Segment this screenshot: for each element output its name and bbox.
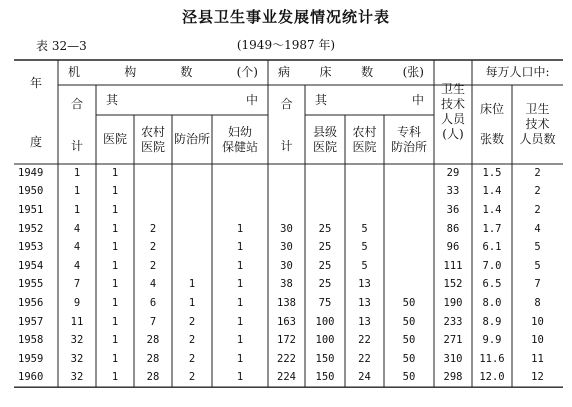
table-cell: 1 — [73, 203, 81, 216]
year-cell: 1960 — [18, 371, 44, 384]
table-cell: 2 — [188, 315, 196, 328]
table-cell: 1.7 — [482, 222, 502, 235]
table-cell: 12.0 — [479, 371, 505, 384]
table-cell: 2 — [188, 334, 196, 347]
beds-sub-header: 专科 防治所 — [390, 124, 427, 154]
table-cell — [384, 257, 434, 276]
table-cell: 24 — [358, 371, 371, 384]
table-cell: 2 — [534, 203, 541, 216]
table-cell: 4 — [149, 278, 157, 291]
table-cell — [172, 183, 212, 202]
table-cell: 50 — [402, 315, 416, 328]
table-cell: 9.9 — [482, 334, 502, 347]
table-cell: 1 — [236, 241, 244, 254]
table-cell — [134, 164, 172, 183]
table-cell: 28 — [146, 371, 160, 384]
table-cell — [384, 164, 434, 183]
table-cell: 50 — [402, 352, 416, 365]
table-cell: 28 — [146, 334, 160, 347]
table-cell — [172, 257, 212, 276]
year-header-bottom: 度 — [29, 134, 42, 149]
table-cell — [345, 201, 384, 220]
table-cell: 1 — [236, 296, 244, 309]
table-cell: 4 — [73, 259, 81, 272]
per10k-header: 每万人口中: — [485, 65, 550, 79]
table-cell: 5 — [361, 241, 368, 254]
table-cell: 32 — [70, 334, 84, 347]
table-cell: 22 — [358, 352, 371, 365]
table-cell: 9 — [73, 296, 81, 309]
table-cell: 1 — [73, 166, 81, 179]
table-cell: 6 — [149, 296, 157, 309]
table-cell: 25 — [318, 241, 332, 254]
table-cell — [384, 238, 434, 257]
table-cell: 25 — [318, 259, 332, 272]
table-cell: 1 — [236, 334, 244, 347]
table-title: 泾县卫生事业发展情况统计表 — [181, 8, 390, 26]
table-cell: 150 — [315, 371, 335, 384]
table-cell: 1.5 — [482, 166, 502, 179]
beds-total-header-bottom: 计 — [280, 138, 293, 153]
beds-header-part: (张) — [402, 65, 424, 79]
institutions-header-part: 数 — [180, 65, 193, 79]
table-cell — [305, 183, 345, 202]
staff-header: 卫生 技术 人员 (人) — [440, 82, 465, 141]
table-cell — [384, 276, 434, 295]
table-cell: 6.5 — [482, 278, 502, 291]
table-cell: 1 — [111, 185, 119, 198]
table-cell — [172, 164, 212, 183]
year-cell: 1959 — [18, 352, 44, 365]
table-cell: 50 — [402, 296, 416, 309]
table-cell: 8.9 — [482, 315, 502, 328]
table-cell: 1 — [111, 296, 119, 309]
table-cell: 10 — [531, 315, 544, 328]
year-cell: 1953 — [18, 241, 44, 254]
table-cell — [172, 220, 212, 239]
table-cell — [345, 183, 384, 202]
table-cell: 75 — [318, 296, 332, 309]
table-cell: 1 — [236, 352, 244, 365]
table-cell: 28 — [146, 352, 160, 365]
institutions-header-part: (个) — [236, 65, 258, 79]
table-cell: 2 — [534, 185, 541, 198]
table-cell: 271 — [443, 334, 463, 347]
beds-sub-header: 县级 医院 — [312, 124, 337, 154]
table-cell: 1 — [111, 259, 119, 272]
table-cell — [134, 201, 172, 220]
beds-among-header-part: 其 — [315, 92, 328, 107]
year-cell: 1951 — [18, 203, 44, 216]
table-cell — [212, 183, 268, 202]
table-cell: 11.6 — [479, 352, 505, 365]
table-period: (1949～1987 年) — [236, 38, 336, 52]
table-cell: 1 — [236, 371, 244, 384]
beds-header-part: 病 — [278, 65, 291, 79]
table-cell: 11 — [531, 352, 544, 365]
inst-total-header-top: 合 — [70, 96, 83, 111]
inst-sub-header: 医院 — [102, 132, 127, 146]
table-cell: 29 — [446, 166, 460, 179]
table-cell: 5 — [534, 259, 541, 272]
table-cell: 13 — [358, 315, 371, 328]
table-cell: 50 — [402, 334, 416, 347]
table-cell — [345, 164, 384, 183]
table-cell: 2 — [149, 241, 157, 254]
table-cell: 30 — [280, 241, 293, 254]
table-cell — [305, 164, 345, 183]
table-cell: 96 — [446, 241, 460, 254]
table-cell: 2 — [149, 259, 157, 272]
table-cell: 36 — [446, 203, 460, 216]
table-cell: 100 — [315, 315, 335, 328]
table-cell — [384, 201, 434, 220]
table-cell: 222 — [277, 352, 296, 365]
table-cell: 1 — [236, 259, 244, 272]
beds-header — [268, 60, 434, 85]
table-cell: 1 — [236, 315, 244, 328]
table-cell: 13 — [358, 296, 371, 309]
table-cell: 2 — [188, 352, 196, 365]
table-cell: 1 — [236, 222, 244, 235]
institutions-header-part: 构 — [124, 65, 137, 79]
table-cell: 190 — [443, 296, 463, 309]
table-cell: 1 — [111, 315, 119, 328]
table-cell: 1 — [111, 203, 119, 216]
table-cell: 1 — [111, 241, 119, 254]
table-cell: 32 — [70, 352, 84, 365]
table-cell: 7 — [534, 278, 541, 291]
beds-sub-header: 农村 医院 — [352, 124, 377, 154]
beds-header-part: 床 — [319, 65, 332, 79]
table-cell: 4 — [534, 222, 541, 235]
table-cell: 7.0 — [482, 259, 502, 272]
table-cell: 32 — [70, 371, 84, 384]
table-cell — [305, 201, 345, 220]
table-cell: 1 — [111, 278, 119, 291]
table-cell: 12 — [531, 371, 544, 384]
table-cell: 111 — [443, 259, 463, 272]
table-cell: 50 — [402, 371, 416, 384]
table-cell: 7 — [73, 278, 81, 291]
table-cell: 86 — [446, 222, 460, 235]
year-cell: 1949 — [18, 166, 44, 179]
beds-among-header-part: 中 — [411, 92, 424, 107]
table-cell: 8 — [534, 296, 541, 309]
year-cell: 1955 — [18, 278, 44, 291]
inst-sub-header: 农村 医院 — [140, 124, 165, 154]
table-cell — [268, 201, 305, 220]
table-cell: 1 — [188, 278, 196, 291]
table-cell — [212, 164, 268, 183]
table-cell: 1 — [111, 371, 119, 384]
table-cell — [384, 183, 434, 202]
table-number: 表 32—3 — [36, 39, 87, 53]
table-cell: 5 — [361, 259, 368, 272]
table-cell: 25 — [318, 278, 332, 291]
table-cell: 1.4 — [482, 185, 502, 198]
table-cell: 233 — [443, 315, 463, 328]
table-cell: 10 — [531, 334, 544, 347]
table-cell: 38 — [280, 278, 293, 291]
inst-among-header — [96, 85, 268, 115]
year-cell: 1957 — [18, 315, 44, 328]
table-cell — [268, 164, 305, 183]
table-cell: 30 — [280, 222, 293, 235]
table-cell: 1 — [236, 278, 244, 291]
inst-sub-header: 妇幼 保健站 — [221, 124, 258, 154]
institutions-header — [58, 60, 268, 85]
table-cell: 2 — [188, 371, 196, 384]
table-cell — [212, 201, 268, 220]
table-cell: 224 — [277, 371, 296, 384]
table-cell: 13 — [358, 278, 371, 291]
table-cell: 163 — [277, 315, 296, 328]
table-cell: 5 — [361, 222, 368, 235]
table-cell: 172 — [277, 334, 296, 347]
table-cell: 8.0 — [482, 296, 502, 309]
table-cell: 1 — [73, 185, 81, 198]
inst-among-header-part: 其 — [106, 92, 119, 107]
table-cell: 25 — [318, 222, 332, 235]
inst-among-header-part: 中 — [245, 92, 258, 107]
table-cell: 1 — [111, 166, 119, 179]
table-cell: 2 — [149, 222, 157, 235]
table-cell: 138 — [277, 296, 296, 309]
beds-header-part: 数 — [361, 65, 374, 79]
table-cell — [384, 220, 434, 239]
table-cell: 2 — [534, 166, 541, 179]
per10k-staff-header: 卫生 技术 人员数 — [519, 102, 556, 146]
table-cell: 100 — [315, 334, 335, 347]
table-cell: 1 — [111, 222, 119, 235]
table-cell: 1 — [111, 334, 119, 347]
year-cell: 1952 — [18, 222, 44, 235]
table-cell: 1.4 — [482, 203, 502, 216]
table-cell: 7 — [149, 315, 157, 328]
year-cell: 1954 — [18, 259, 44, 272]
table-cell: 152 — [443, 278, 463, 291]
year-header-top: 年 — [29, 75, 42, 90]
table-cell — [268, 183, 305, 202]
institutions-header-part: 机 — [68, 65, 81, 79]
beds-total-header-top: 合 — [280, 96, 293, 111]
table-cell — [134, 183, 172, 202]
per10k-beds-header: 床位 张数 — [479, 102, 504, 146]
table-cell: 150 — [315, 352, 335, 365]
table-cell: 5 — [534, 241, 541, 254]
table-cell: 4 — [73, 222, 81, 235]
table-cell: 33 — [446, 185, 460, 198]
table-cell: 11 — [70, 315, 84, 328]
table-cell: 22 — [358, 334, 371, 347]
table-cell: 1 — [188, 296, 196, 309]
table-cell: 6.1 — [482, 241, 502, 254]
table-cell: 1 — [111, 352, 119, 365]
year-cell: 1958 — [18, 334, 44, 347]
table-cell: 298 — [443, 371, 463, 384]
inst-total-header-bottom: 计 — [70, 138, 83, 153]
table-cell — [172, 201, 212, 220]
beds-among-header — [305, 85, 434, 115]
table-cell: 310 — [443, 352, 463, 365]
table-cell — [172, 238, 212, 257]
year-cell: 1950 — [18, 185, 44, 198]
inst-sub-header: 防治所 — [173, 132, 210, 146]
table-cell: 30 — [280, 259, 293, 272]
year-cell: 1956 — [18, 296, 44, 309]
table-cell: 4 — [73, 241, 81, 254]
